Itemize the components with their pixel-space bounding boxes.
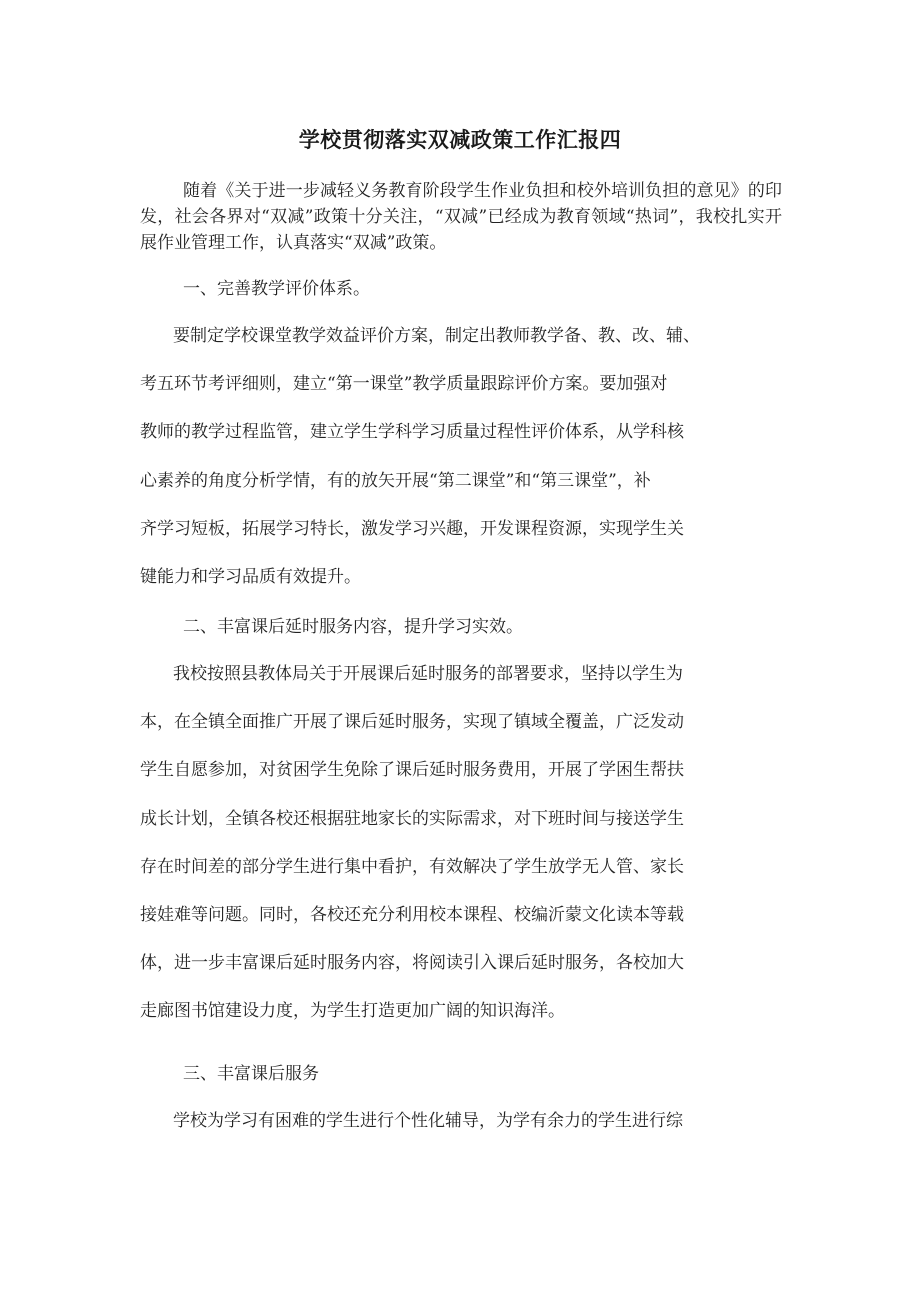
section-body-1 xyxy=(140,323,795,612)
document-title: 学校贯彻落实双减政策工作汇报四 xyxy=(298,128,622,152)
body-line: 考五环节考评细则，建立“第一课堂”教学质量跟踪评价方案。要加强对 xyxy=(140,374,668,395)
body-line: 体，进一步丰富课后延时服务内容，将阅读引入课后延时服务，各校加大 xyxy=(140,953,684,974)
body-line: 学生自愿参加，对贫困学生免除了课后延时服务费用，开展了学困生帮扶 xyxy=(140,760,684,781)
section-heading-2: 二、丰富课后延时服务内容，提升学习实效。 xyxy=(183,617,523,637)
section-body-3 xyxy=(140,1108,795,1156)
body-line: 教师的教学过程监管，建立学生学科学习质量过程性评价体系，从学科核 xyxy=(140,422,684,443)
body-line: 学校为学习有困难的学生进行个性化辅导，为学有余力的学生进行综 xyxy=(173,1111,683,1131)
body-line: 键能力和学习品质有效提升。 xyxy=(140,566,361,587)
body-line: 成长计划，全镇各校还根据驻地家长的实际需求，对下班时间与接送学生 xyxy=(140,808,684,829)
section-body-2 xyxy=(140,661,795,1047)
section-heading-3: 三、丰富课后服务 xyxy=(183,1064,319,1084)
body-line: 要制定学校课堂教学效益评价方案，制定出教师教学备、教、改、辅、 xyxy=(173,326,700,346)
body-line: 走廊图书馆建设力度，为学生打造更加广阔的知识海洋。 xyxy=(140,1001,565,1022)
body-line: 心素养的角度分析学情，有的放矢开展“第二课堂”和“第三课堂”，补 xyxy=(140,470,651,491)
body-line: 本，在全镇全面推广开展了课后延时服务，实现了镇域全覆盖，广泛发动 xyxy=(140,712,684,733)
body-line: 存在时间差的部分学生进行集中看护，有效解决了学生放学无人管、家长 xyxy=(140,856,684,877)
body-line: 接娃难等问题。同时，各校还充分利用校本课程、校编沂蒙文化读本等载 xyxy=(140,904,684,925)
body-line: 齐学习短板，拓展学习特长，激发学习兴趣，开发课程资源，实现学生关 xyxy=(140,518,684,539)
section-heading-1: 一、完善教学评价体系。 xyxy=(183,279,370,299)
intro-paragraph: 随着《关于进一步减轻义务教育阶段学生作业负担和校外培训负担的意见》的印发，社会各界对“双减”政策十分关注，“双减”已经成为教育领域“热词”，我校扎实开展作业管理工作，认真落实“双减”政策。 xyxy=(140,181,782,253)
body-line: 我校按照县教体局关于开展课后延时服务的部署要求，坚持以学生为 xyxy=(173,664,683,684)
